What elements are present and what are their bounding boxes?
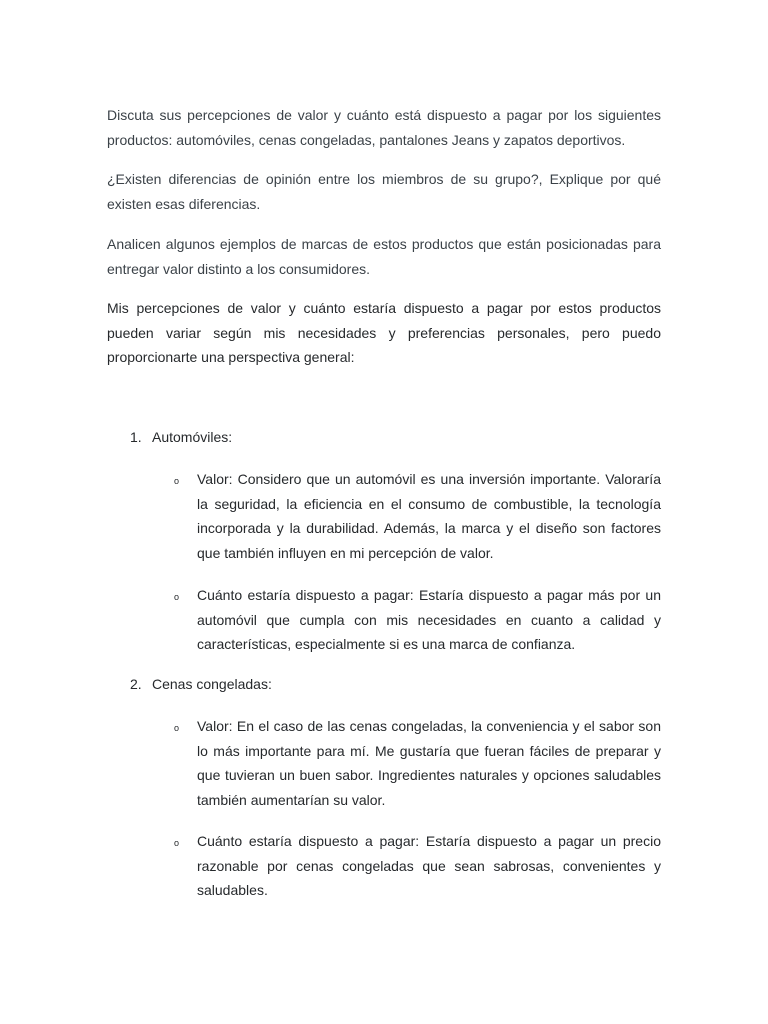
list-item-automoviles <box>130 425 660 450</box>
answer-intro-paragraph: Mis percepciones de valor y cuánto estaría dispuesto a pagar por estos productos pueden variar según mis necesidades y preferencias personales, pero puedo proporcionarte una perspectiva general: <box>107 300 661 365</box>
question-paragraph-2: ¿Existen diferencias de opinión entre los miembros de su grupo?, Explique por qué existen esas diferencias. <box>107 171 661 212</box>
list-item-cenas-congeladas <box>130 672 660 697</box>
hollow-bullet-icon: o <box>174 838 180 848</box>
list-subitem-cenas-pagar: Cuánto estaría dispuesto a pagar: Estaría dispuesto a pagar un precio razonable por cenas congeladas que sean sabrosas, convenientes y saludables. <box>197 833 661 898</box>
question-paragraph-1: Discuta sus percepciones de valor y cuánto está dispuesto a pagar por los siguientes productos: automóviles, cenas congeladas, pantalones Jeans y zapatos deportivos. <box>107 107 661 148</box>
list-subitem-cenas-valor: Valor: En el caso de las cenas congeladas, la conveniencia y el sabor son lo más importante para mí. Me gustaría que fueran fáciles de preparar y que tuvieran un buen sabor. Ingredientes naturales y opciones saludables también aumentarían su valor. <box>197 718 661 808</box>
list-subitem-automoviles-pagar: Cuánto estaría dispuesto a pagar: Estaría dispuesto a pagar más por un automóvil que cumpla con mis necesidades en cuanto a calidad y características, especialmente si es una marca de confianza. <box>197 587 661 652</box>
list-number: 2. <box>130 676 142 692</box>
hollow-bullet-icon: o <box>174 723 180 733</box>
list-subitem-automoviles-valor: Valor: Considero que un automóvil es una inversión importante. Valoraría la seguridad, la eficiencia en el consumo de combustible, la tecnología incorporada y la durabilidad. Además, la marca y el diseño son factores que también influyen en mi percepción de valor. <box>197 471 661 561</box>
hollow-bullet-icon: o <box>174 476 180 486</box>
hollow-bullet-icon: o <box>174 592 180 602</box>
list-item-title: Automóviles: <box>152 429 233 445</box>
question-paragraph-3: Analicen algunos ejemplos de marcas de estos productos que están posicionadas para entregar valor distinto a los consumidores. <box>107 236 661 277</box>
list-item-title: Cenas congeladas: <box>152 676 272 692</box>
list-number: 1. <box>130 429 142 445</box>
